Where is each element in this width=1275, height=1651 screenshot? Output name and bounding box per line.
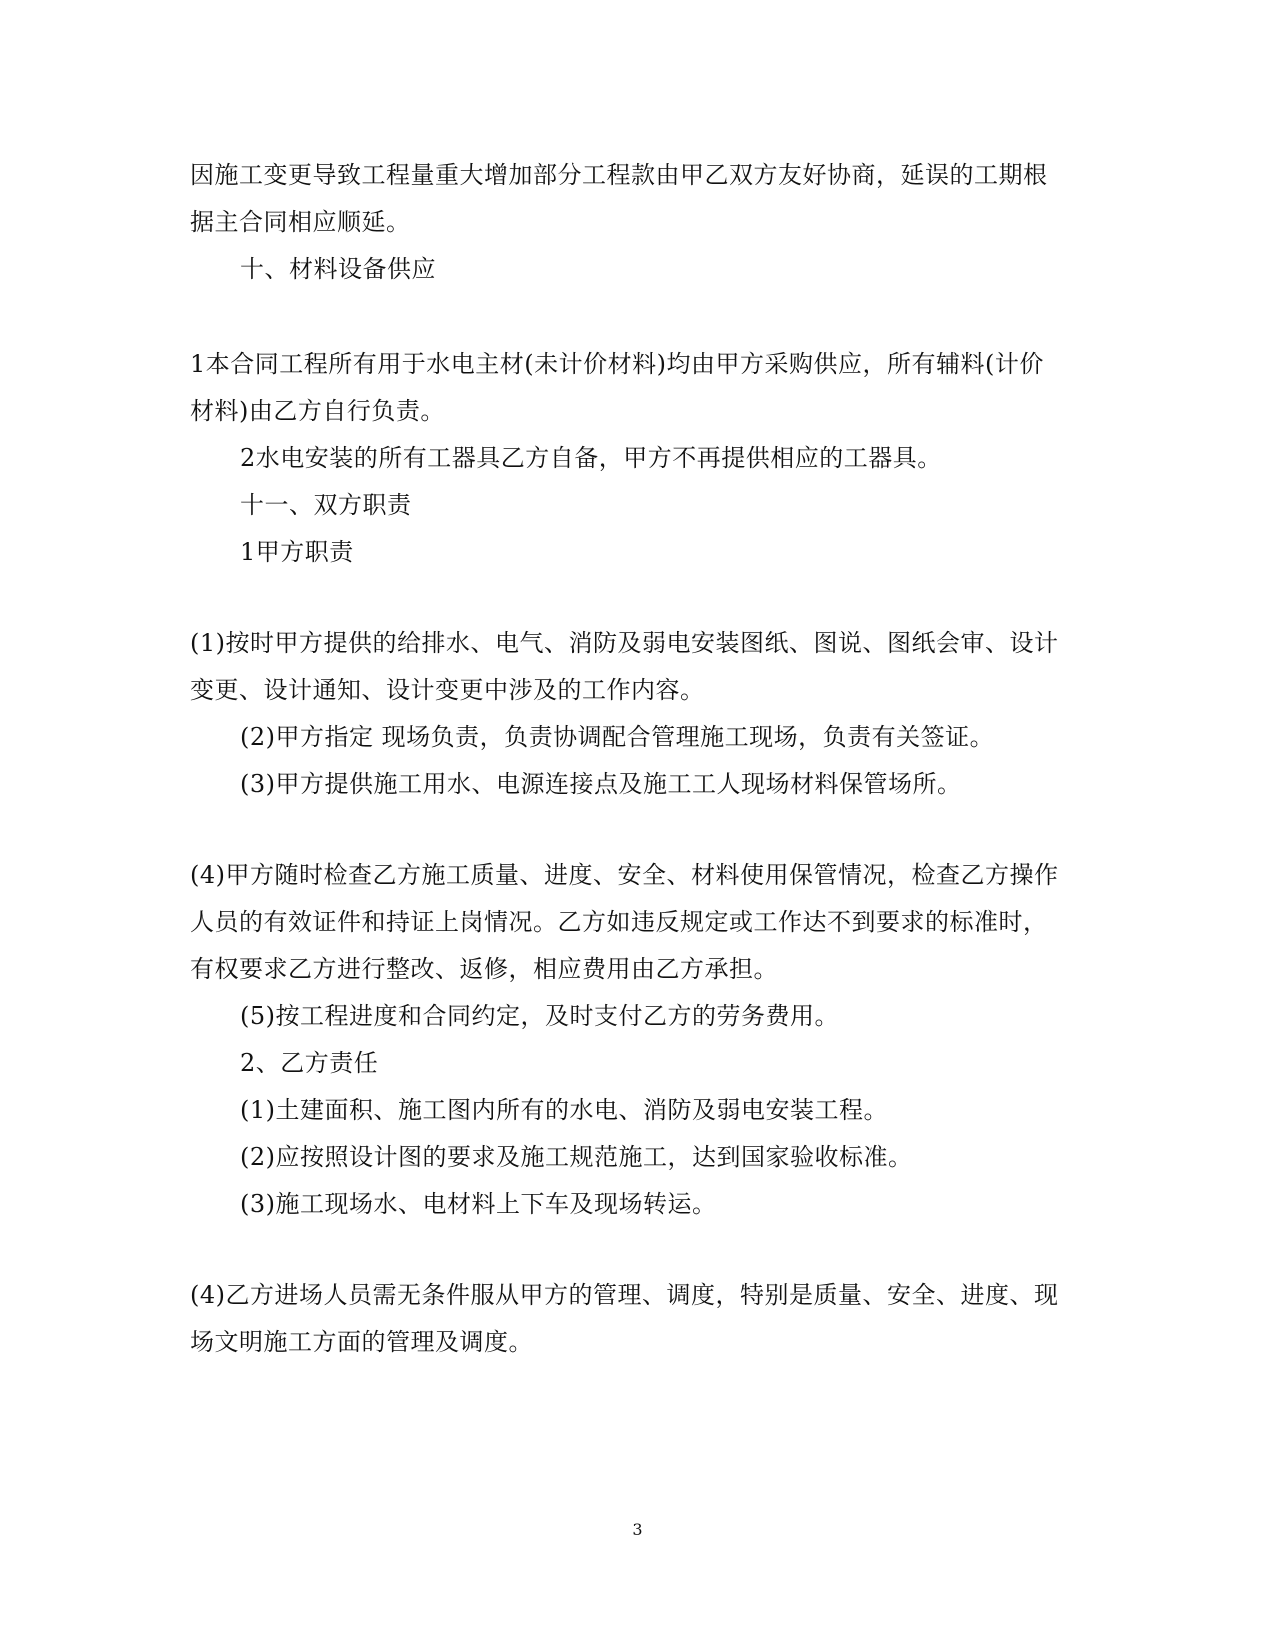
page-number: 3 <box>632 1520 643 1539</box>
text-line: 因施工变更导致工程量重大增加部分工程款由甲乙双方友好协商，延误的工期根 <box>190 161 1048 189</box>
text-line: (2)应按照设计图的要求及施工规范施工，达到国家验收标准。 <box>240 1143 913 1171</box>
section-heading: 十、材料设备供应 <box>240 255 436 283</box>
text-line: (1)土建面积、施工图内所有的水电、消防及弱电安装工程。 <box>240 1096 888 1124</box>
subsection-heading: 2、乙方责任 <box>240 1049 379 1077</box>
text-line: 人员的有效证件和持证上岗情况。乙方如违反规定或工作达不到要求的标准时， <box>190 908 1048 936</box>
text-line: (4)乙方进场人员需无条件服从甲方的管理、调度，特别是质量、安全、进度、现 <box>190 1281 1059 1309</box>
text-line: (4)甲方随时检查乙方施工质量、进度、安全、材料使用保管情况，检查乙方操作 <box>190 861 1059 889</box>
text-line: 变更、设计通知、设计变更中涉及的工作内容。 <box>190 676 705 704</box>
text-line: 材料)由乙方自行负责。 <box>190 397 445 425</box>
text-line: 据主合同相应顺延。 <box>190 208 411 236</box>
text-line: 有权要求乙方进行整改、返修，相应费用由乙方承担。 <box>190 955 778 983</box>
text-line: (1)按时甲方提供的给排水、电气、消防及弱电安装图纸、图说、图纸会审、设计 <box>190 629 1059 657</box>
text-line: (5)按工程进度和合同约定，及时支付乙方的劳务费用。 <box>240 1002 839 1030</box>
text-line: 场文明施工方面的管理及调度。 <box>190 1328 533 1356</box>
section-heading: 十一、双方职责 <box>240 491 412 519</box>
subsection-heading: 1甲方职责 <box>240 538 354 566</box>
text-line: 2水电安装的所有工器具乙方自备，甲方不再提供相应的工器具。 <box>240 444 942 472</box>
text-line: (3)施工现场水、电材料上下车及现场转运。 <box>240 1190 717 1218</box>
text-line: (3)甲方提供施工用水、电源连接点及施工工人现场材料保管场所。 <box>240 770 962 798</box>
text-line: (2)甲方指定 现场负责，负责协调配合管理施工现场，负责有关签证。 <box>240 723 995 751</box>
text-line: 1本合同工程所有用于水电主材(未计价材料)均由甲方采购供应，所有辅料(计价 <box>190 350 1044 378</box>
